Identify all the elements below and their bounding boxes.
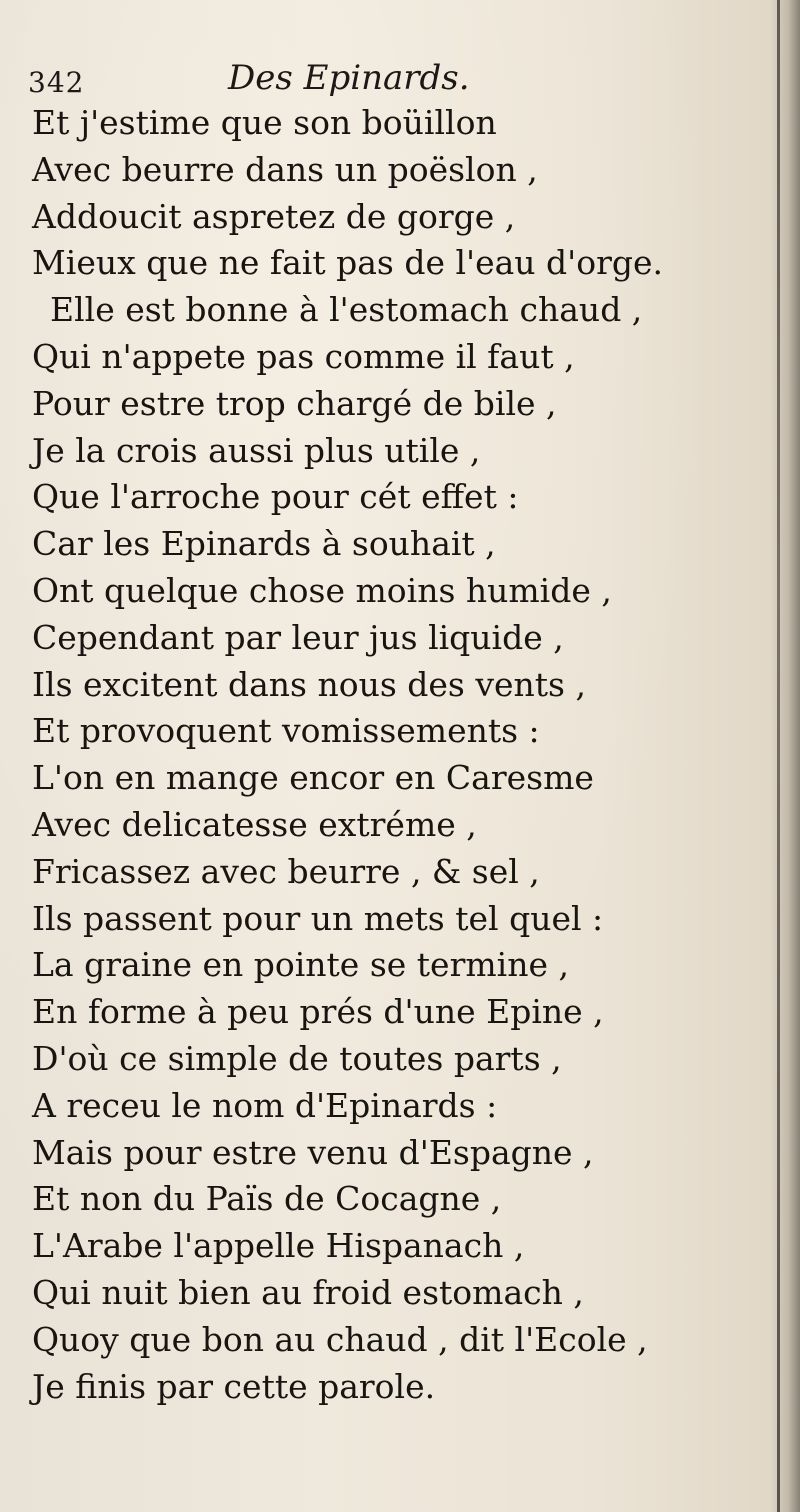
- verse-line: Quoy que bon au chaud , dit l'Ecole ,: [32, 1319, 648, 1359]
- verse-line: La graine en pointe se termine ,: [32, 945, 569, 985]
- verse-line: Ils passent pour un mets tel quel :: [32, 898, 604, 938]
- verse-line: Avec beurre dans un poëslon ,: [32, 149, 538, 189]
- verse-line: Mieux que ne fait pas de l'eau d'orge.: [32, 243, 664, 283]
- page-number: 342: [28, 66, 85, 99]
- verse-line: Car les Epinards à souhait ,: [32, 524, 496, 564]
- verse-line: Qui nuit bien au froid estomach ,: [32, 1272, 584, 1312]
- verse-line: L'on en mange encor en Caresme: [32, 758, 594, 798]
- poem-text: [32, 100, 752, 1410]
- verse-line: Je finis par cette parole.: [32, 1366, 436, 1406]
- verse-line: Qui n'appete pas comme il faut ,: [32, 336, 575, 376]
- verse-line: Ont quelque chose moins humide ,: [32, 570, 612, 610]
- verse-line: Mais pour estre venu d'Espagne ,: [32, 1132, 594, 1172]
- page-edge-line: [777, 0, 780, 1512]
- verse-line: Et non du Païs de Cocagne ,: [32, 1179, 502, 1219]
- verse-line: Addoucit aspretez de gorge ,: [32, 196, 516, 236]
- verse-line: Que l'arroche pour cét effet :: [32, 477, 519, 517]
- verse-line: Fricassez avec beurre , & sel ,: [32, 851, 540, 891]
- page-edge-shadow: [770, 0, 800, 1512]
- verse-line: Pour estre trop chargé de bile ,: [32, 383, 557, 423]
- verse-line: Et provoquent vomissements :: [32, 711, 540, 751]
- verse-line: A receu le nom d'Epinards :: [32, 1085, 498, 1125]
- verse-line: Ils excitent dans nous des vents ,: [32, 664, 586, 704]
- verse-line: Avec delicatesse extréme ,: [32, 804, 477, 844]
- running-head: Des Epinards.: [228, 58, 470, 98]
- verse-line: L'Arabe l'appelle Hispanach ,: [32, 1226, 525, 1266]
- verse-line: Elle est bonne à l'estomach chaud ,: [50, 290, 643, 330]
- verse-line: Cependant par leur jus liquide ,: [32, 617, 564, 657]
- verse-line: D'où ce simple de toutes parts ,: [32, 1038, 562, 1078]
- verse-line: Je la crois aussi plus utile ,: [32, 430, 481, 470]
- verse-line: En forme à peu prés d'une Epine ,: [32, 992, 604, 1032]
- verse-line: Et j'estime que son boüillon: [32, 103, 497, 142]
